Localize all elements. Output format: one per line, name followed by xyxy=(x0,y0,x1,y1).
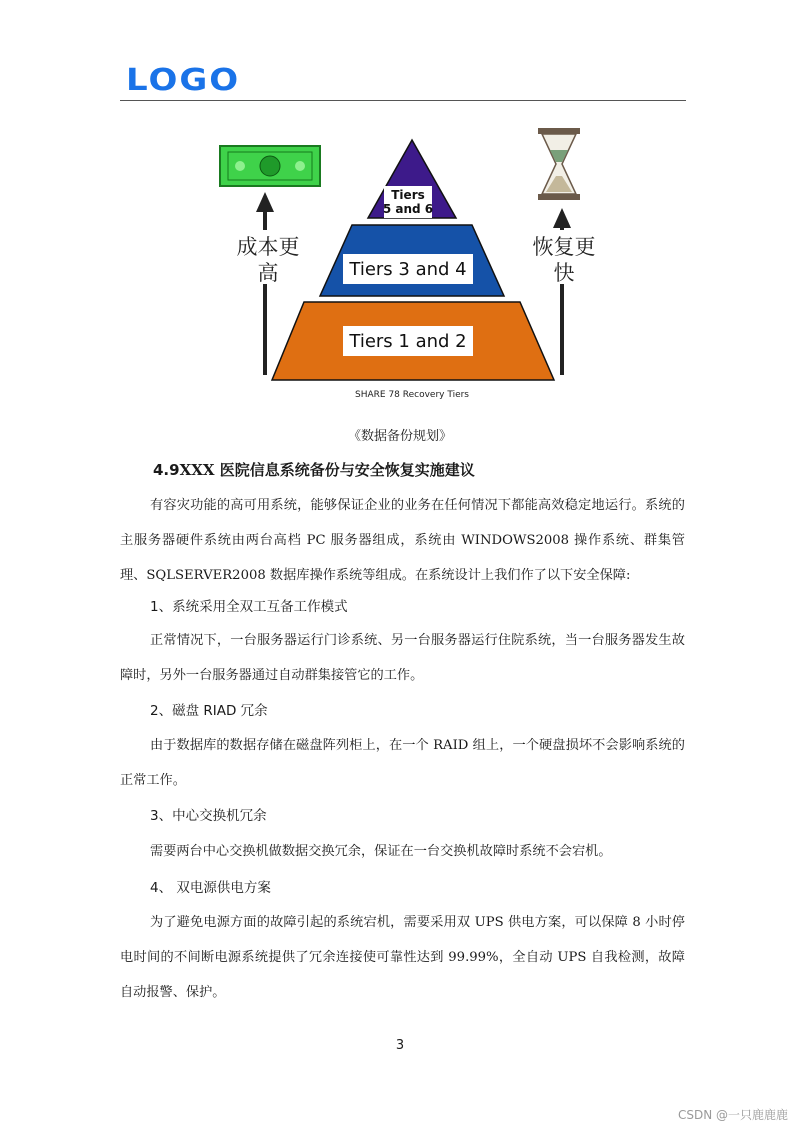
tier-top-line2: 5 and 6 xyxy=(382,202,434,216)
section-title: XXX 医院信息系统备份与安全恢复实施建议 xyxy=(179,461,475,479)
item-2-title: 2、磁盘 RIAD 冗余 xyxy=(150,703,268,719)
intro-paragraph: 有容灾功能的高可用系统，能够保证企业的业务在任何情况下都能高效稳定地运行。系统的主服务器硬件系统由两台高档 PC 服务器组成，系统由 WINDOWS2008 操作系统、群集管理、SQLSERVER2008 数据库操作系统等组成。在系统设计上我们作了以下安全保障: xyxy=(120,498,685,583)
logo: LOGO xyxy=(126,62,241,98)
page-number: 3 xyxy=(395,1038,405,1053)
item-1-body: 正常情况下，一台服务器运行门诊系统、另一台服务器运行住院系统，当一台服务器发生故障时，另外一台服务器通过自动群集接管它的工作。 xyxy=(120,633,685,683)
hourglass-icon xyxy=(538,128,580,200)
item-3-title: 3、中心交换机冗余 xyxy=(150,808,267,824)
item-4-body: 为了避免电源方面的故障引起的系统宕机，需要采用双 UPS 供电方案，可以保障 8 小时停电时间的不间断电源系统提供了冗余连接使可靠性达到 99.99%，全自动 UPS 自我检测，故障自动报警、保护。 xyxy=(120,915,685,1000)
tier-middle-label: Tiers 3 and 4 xyxy=(349,259,467,280)
figure-caption: 《数据备份规划》 xyxy=(347,429,452,444)
item-4-title: 4、 双电源供电方案 xyxy=(150,880,271,896)
tier-bottom-label: Tiers 1 and 2 xyxy=(349,331,467,352)
section-heading xyxy=(153,459,475,480)
money-icon xyxy=(220,146,320,186)
item-2-body: 由于数据库的数据存储在磁盘阵列柜上，在一个 RAID 组上，一个硬盘损坏不会影响系统的正常工作。 xyxy=(120,738,685,788)
item-3-body: 需要两台中心交换机做数据交换冗余，保证在一台交换机故障时系统不会宕机。 xyxy=(150,844,612,859)
left-label-line2: 高 xyxy=(257,261,279,285)
watermark: CSDN @一只鹿鹿鹿 xyxy=(677,1108,788,1122)
tier-top-line1: Tiers xyxy=(391,188,425,202)
right-label-line1: 恢复更 xyxy=(532,235,596,259)
section-number: 4.9 xyxy=(153,461,180,479)
figure-source-label: SHARE 78 Recovery Tiers xyxy=(355,390,469,400)
recovery-tiers-diagram xyxy=(210,120,610,410)
left-label-line1: 成本更 xyxy=(236,235,300,259)
right-label-line2: 快 xyxy=(553,261,575,285)
item-1-title: 1、系统采用全双工互备工作模式 xyxy=(150,599,348,615)
header-divider xyxy=(120,100,686,101)
